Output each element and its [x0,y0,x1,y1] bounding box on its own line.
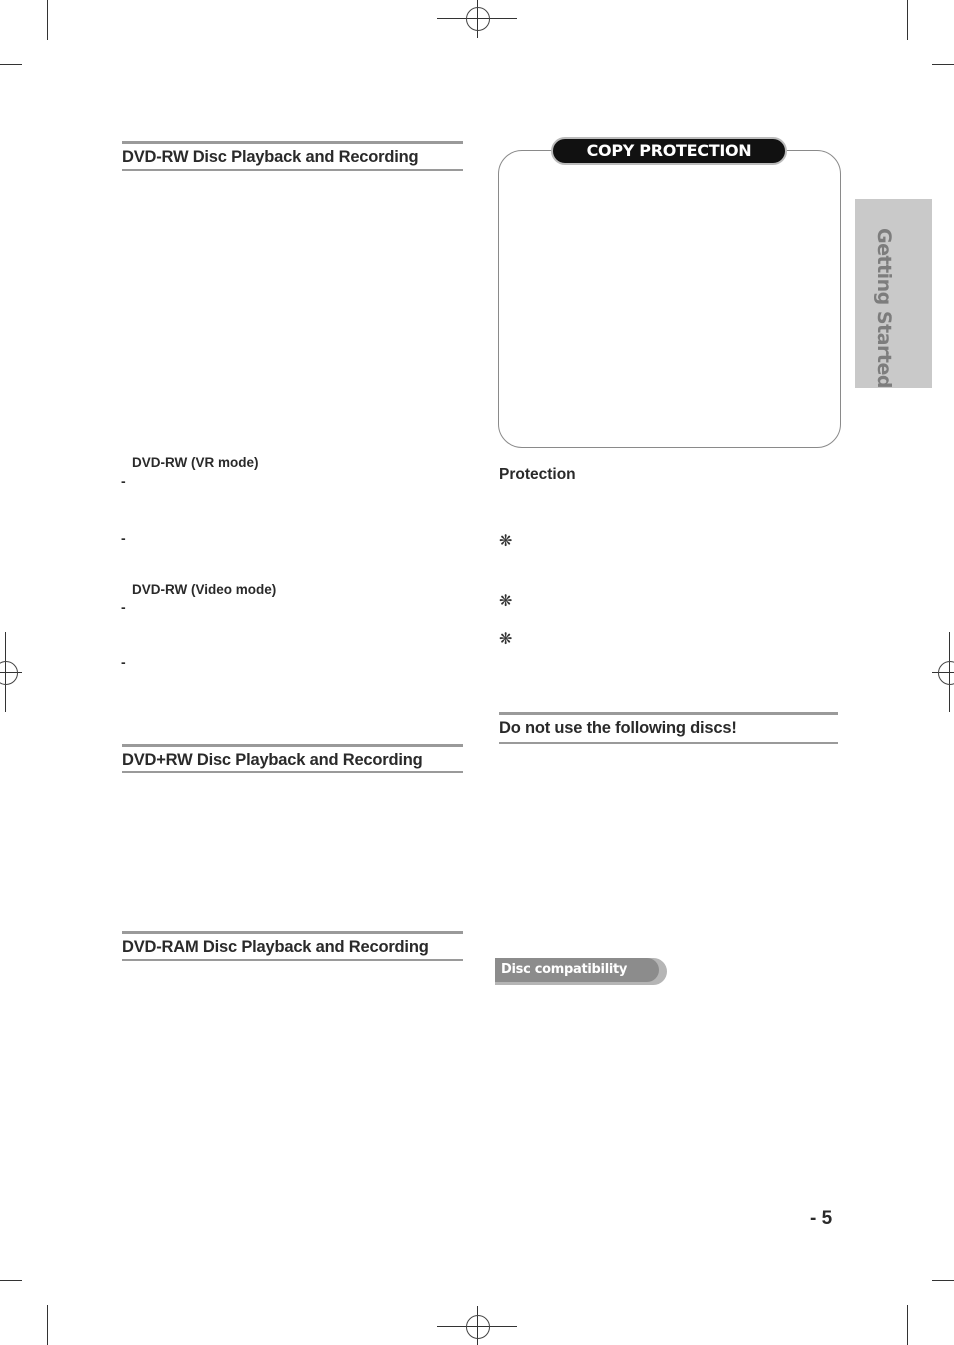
crop-mark [47,0,48,40]
bullet-icon: ❋ [499,593,513,610]
list-dash: - [121,654,126,670]
crop-mark [0,64,22,65]
copy-protection-box [498,150,841,448]
dvd-rw-video-mode-label: DVD-RW (Video mode) [132,582,277,597]
section-heading-dvd-ram: DVD-RAM Disc Playback and Recording [122,931,463,961]
registration-mark [466,7,490,31]
registration-mark [0,661,18,685]
list-dash: - [121,473,126,489]
list-dash: - [121,530,126,546]
page-number: - 5 [810,1208,833,1229]
crop-mark [907,0,908,40]
registration-mark [466,1315,490,1339]
bullet-icon: ❋ [499,631,513,648]
crop-mark [907,1305,908,1345]
copy-protection-title: COPY PROTECTION [551,137,787,165]
section-heading-do-not-use: Do not use the following discs! [499,712,838,744]
disc-compatibility-tab [495,958,667,985]
bullet-icon: ❋ [499,533,513,550]
crop-mark [0,1280,22,1281]
dvd-rw-vr-mode-label: DVD-RW (VR mode) [132,455,259,470]
crop-mark [932,64,954,65]
protection-label: Protection [499,466,576,483]
section-heading-dvd-rw: DVD-RW Disc Playback and Recording [122,141,463,171]
side-tab-label: Getting Started [873,228,895,388]
crop-mark [47,1305,48,1345]
section-heading-dvd-plus-rw: DVD+RW Disc Playback and Recording [122,744,463,773]
disc-compatibility-label: Disc compatibility [495,958,659,982]
crop-mark [932,1280,954,1281]
registration-mark [938,661,954,685]
list-dash: - [121,599,126,615]
